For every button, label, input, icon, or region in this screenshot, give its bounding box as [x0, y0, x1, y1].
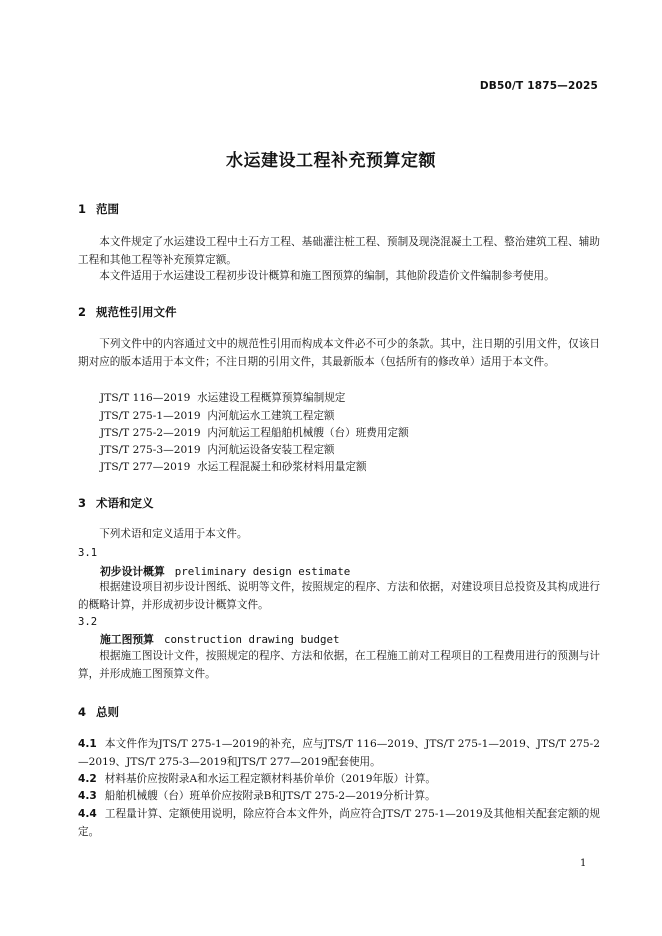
- document-title: 水运建设工程补充预算定额: [226, 151, 436, 171]
- section-number: 2: [78, 305, 87, 319]
- term-english: construction drawing budget: [163, 633, 340, 646]
- term-english: preliminary design estimate: [174, 565, 351, 578]
- section-2-heading: [78, 304, 177, 320]
- section-number: 3: [78, 496, 87, 510]
- term-chinese: 初步设计概算: [100, 565, 165, 578]
- clause-number: 4.3: [78, 790, 97, 802]
- clause-text: 本文件作为JTS/T 275-1—2019的补充，应与JTS/T 116—2019、JTS/T 275-1—2019、JTS/T 275-2—2019、JTS/T 275-3—2019和JTS/T 277—2019配套使用。: [78, 738, 600, 768]
- clause: [78, 806, 600, 841]
- section-title: 范围: [96, 202, 119, 216]
- section-title: 规范性引用文件: [96, 305, 177, 319]
- term-number: 3.1: [78, 547, 98, 559]
- paragraph: 本文件规定了水运建设工程中土石方工程、基础灌注桩工程、预制及现浇混凝土工程、整治建筑工程、辅助工程和其他工程等补充预算定额。: [78, 236, 600, 266]
- term-definition: 根据施工图设计文件，按照规定的程序、方法和依据，在工程施工前对工程项目的工程费用进行的预测与计算，并形成施工图预算文件。: [78, 650, 600, 680]
- reference-item: JTS/T 275-2—2019 内河航运工程船舶机械艘（台）班费用定额: [100, 427, 409, 439]
- paragraph: 下列术语和定义适用于本文件。: [99, 528, 248, 540]
- section-title: 术语和定义: [96, 496, 154, 510]
- page-number: 1: [580, 858, 587, 869]
- clause-number: 4.1: [78, 738, 97, 750]
- section-number: 4: [78, 705, 87, 719]
- term-definition: 根据建设项目初步设计图纸、说明等文件，按照规定的程序、方法和依据，对建设项目总投资及其构成进行的概略计算，并形成初步设计概算文件。: [78, 581, 600, 611]
- section-3-heading: [78, 495, 154, 511]
- clause-number: 4.2: [78, 773, 97, 785]
- paragraph: 下列文件中的内容通过文中的规范性引用而构成本文件必不可少的条款。其中，注日期的引用文件，仅该日期对应的版本适用于本文件；不注日期的引用文件，其最新版本（包括所有的修改单）适用于本文件。: [78, 338, 600, 368]
- section-1-heading: [78, 201, 119, 217]
- clause: [78, 736, 600, 771]
- reference-item: JTS/T 275-3—2019 内河航运设备安装工程定额: [100, 444, 335, 456]
- clause-number: 4.4: [78, 808, 97, 820]
- section-title: 总则: [96, 705, 119, 719]
- section-4-heading: [78, 704, 119, 720]
- clause: [78, 771, 600, 789]
- section-number: 1: [78, 202, 87, 216]
- clause-text: 工程量计算、定额使用说明，除应符合本文件外，尚应符合JTS/T 275-1—2019及其他相关配套定额的规定。: [78, 808, 600, 838]
- clause-text: 船舶机械艘（台）班单价应按附录B和JTS/T 275-2—2019分析计算。: [104, 790, 436, 802]
- standard-number: DB50/T 1875—2025: [479, 80, 598, 92]
- term-number: 3.2: [78, 616, 98, 628]
- term-chinese: 施工图预算: [100, 633, 154, 646]
- clause: [78, 788, 600, 806]
- reference-item: JTS/T 277—2019 水运工程混凝土和砂浆材料用量定额: [100, 461, 367, 473]
- term-entry: [100, 564, 350, 579]
- reference-item: JTS/T 275-1—2019 内河航运水工建筑工程定额: [100, 410, 335, 422]
- paragraph: 本文件适用于水运建设工程初步设计概算和施工图预算的编制，其他阶段造价文件编制参考使用。: [99, 270, 555, 282]
- term-entry: [100, 632, 340, 647]
- clause-text: 材料基价应按附录A和水运工程定额材料基价单价（2019年版）计算。: [104, 773, 437, 785]
- reference-item: JTS/T 116—2019 水运建设工程概算预算编制规定: [100, 392, 346, 404]
